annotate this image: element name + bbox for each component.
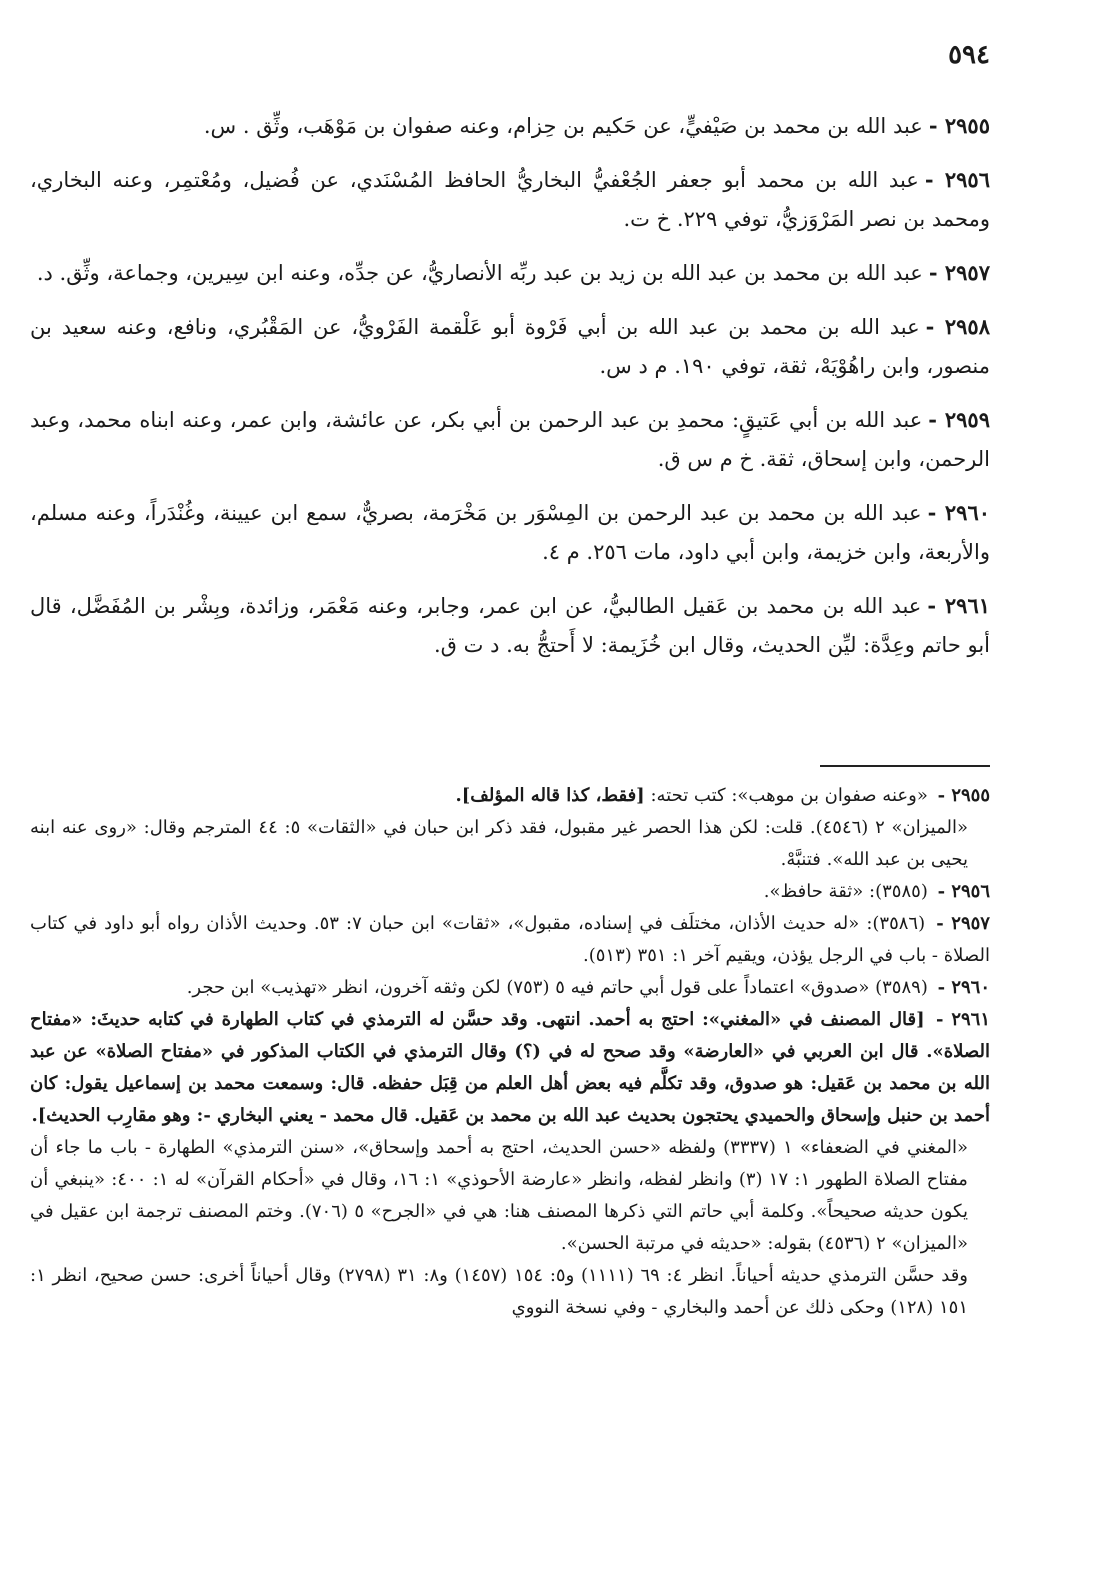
footnote-2960 (30, 972, 990, 1004)
entry-text: عبد الله بن محمد بن عَقيل الطالبيُّ، عن ابن عمر، وجابر، وعنه مَعْمَر، وزائدة، وبِشْر بن المُفَضَّل، قال أبو حاتم وعِدَّة: ليِّن الحديث، وقال ابن خُزَيمة: لا أَحتجُّ به. د ت ق. (30, 594, 990, 657)
entry-number: ٢٩٥٦ - (924, 167, 990, 192)
entry-2957 (30, 253, 990, 293)
entry-2961 (30, 586, 990, 665)
footnote-2961 (30, 1004, 990, 1132)
footnote-2955-cont: «الميزان» ٢ (٤٥٤٦). قلت: لكن هذا الحصر غير مقبول، فقد ذكر ابن حبان في «الثقات» ٥: ٤٤ المترجم وقال: «روى عنه ابنه يحيى بن عبد الله». فتنبَّهْ. (30, 817, 968, 870)
footnote-divider (820, 765, 990, 767)
entry-2955 (30, 106, 990, 146)
footnote-2957 (30, 908, 990, 972)
entry-text: عبد الله بن محمد بن صَيْفيٍّ، عن حَكيم بن حِزام، وعنه صفوان بن مَوْهَب، وثِّق . س. (203, 114, 923, 138)
footnote-bold: [فقط، كذا قاله المؤلف]. (455, 785, 645, 806)
entry-text: عبد الله بن محمد أبو جعفر الجُعْفيُّ البخاريُّ الحافظ المُسْنَدي، عن فُضيل، ومُعْتمِر، وعنه البخاري، ومحمد بن نصر المَرْوَزيُّ، توفي ٢٢٩. خ ت. (30, 168, 990, 231)
footnote-text: (٣٥٨٥): «ثقة حافظ». (763, 881, 928, 902)
footnote-number: ٢٩٥٧ - (936, 913, 990, 934)
entry-text: عبد الله بن أبي عَتيقٍ: محمدِ بن عبد الرحمن بن أبي بكر، عن عائشة، وابن عمر، وعنه ابناه محمد، وعبد الرحمن، وابن إسحاق، ثقة. خ م س ق. (30, 408, 990, 471)
page-number: ٥٩٤ (948, 40, 990, 70)
biography-entries (30, 106, 990, 679)
footnote-text: (٣٥٨٩) «صدوق» اعتماداً على قول أبي حاتم فيه ٥ (٧٥٣) لكن وثقه آخرون، انظر «تهذيب» ابن حجر. (186, 977, 928, 998)
footnote-text: (٣٥٨٦): «له حديث الأذان، مختلَف في إسناده، مقبول»، «ثقات» ابن حبان ٧: ٥٣. وحديث الأذان رواه أبو داود في كتاب الصلاة - باب في الرجل يؤذن، ويقيم آخر ١: ٣٥١ (٥١٣). (30, 913, 990, 966)
footnotes (30, 780, 990, 1324)
footnote-lead: «وعنه صفوان بن موهب»: كتب تحته: (650, 785, 928, 806)
entry-number: ٢٩٥٨ - (925, 314, 990, 339)
entry-2960 (30, 493, 990, 572)
footnote-number: ٢٩٥٦ - (937, 881, 990, 902)
entry-text: عبد الله بن محمد بن عبد الله بن أبي فَرْوة أبو عَلْقمة الفَرْويُّ، عن المَقْبُري، ونافع، وعنه سعيد بن منصور، وابن راهُوْيَهْ، ثقة، توفي ١٩٠. م د س. (30, 315, 990, 378)
entry-text: عبد الله بن محمد بن عبد الله بن زيد بن عبد ربِّه الأنصاريُّ، عن جدِّه، وعنه ابن سِيرين، وجماعة، وثِّق. د. (36, 261, 923, 285)
entry-2959 (30, 400, 990, 479)
entry-text: عبد الله بن محمد بن عبد الرحمن بن المِسْوَر بن مَخْرَمة، بصريٌّ، سمع ابن عيينة، وغُنْدَراً، وعنه مسلم، والأربعة، وابن خزيمة، وابن أبي داود، مات ٢٥٦. م ٤. (30, 501, 990, 564)
footnote-bold: [قال المصنف في «المغني»: احتج به أحمد. انتهى. وقد حسَّن له الترمذي في كتاب الطهارة في كتابه حديثَ: «مفتاح الصلاة». قال ابن العربي في «العارضة» وقد صحح له في (؟) وقال الترمذي في الكتاب المذكور في «مفتاح الصلاة» عن عبد الله بن محمد بن عَقيل: هو صدوق، وقد تكلَّم فيه بعض أهل العلم من قِبَل حفظه. قال: وسمعت محمد بن إسماعيل يقول: كان أحمد بن حنبل وإسحاق والحميدي يحتجون بحديث عبد الله بن محمد بن عَقيل. قال محمد - يعني البخاري -: وهو مقارِب الحديث]. (30, 1009, 990, 1126)
footnote-2961-p1: «المغني في الضعفاء» ١ (٣٣٣٧) ولفظه «حسن الحديث، احتج به أحمد وإسحاق»، «سنن الترمذي» الطهارة - باب ما جاء أن مفتاح الصلاة الطهور ١: ١٧ (٣) وانظر لفظه، وانظر «عارضة الأحوذي» ١: ١٦، وقال في «أحكام القرآن» له ١: ٤٠٠: «ينبغي أن يكون حديثه صحيحاً». وكلمة أبي حاتم التي ذكرها المصنف هنا: هي في «الجرح» ٥ (٧٠٦). وختم المصنف ترجمة ابن عقيل في «الميزان» ٢ (٤٥٣٦) بقوله: «حديثه في مرتبة الحسن». (30, 1137, 968, 1254)
entry-number: ٢٩٥٥ - (928, 113, 990, 138)
entry-number: ٢٩٦١ - (927, 593, 991, 618)
footnote-2955 (30, 780, 990, 812)
entry-number: ٢٩٥٩ - (928, 407, 990, 432)
footnote-number: ٢٩٦١ - (935, 1009, 990, 1030)
entry-number: ٢٩٦٠ - (927, 500, 991, 525)
entry-2956 (30, 160, 990, 239)
footnote-2961-p2: وقد حسَّن الترمذي حديثه أحياناً. انظر ٤: ٦٩ (١١١١) و٥: ١٥٤ (١٤٥٧) و٨: ٣١ (٢٧٩٨) وقال أحياناً أخرى: حسن صحيح، انظر ١: ١٥١ (١٢٨) وحكى ذلك عن أحمد والبخاري - وفي نسخة النووي (30, 1265, 968, 1318)
footnote-number: ٢٩٥٥ - (937, 785, 990, 806)
entry-number: ٢٩٥٧ - (928, 260, 990, 285)
entry-2958 (30, 307, 990, 386)
footnote-number: ٢٩٦٠ - (937, 977, 990, 998)
footnote-2956 (30, 876, 990, 908)
